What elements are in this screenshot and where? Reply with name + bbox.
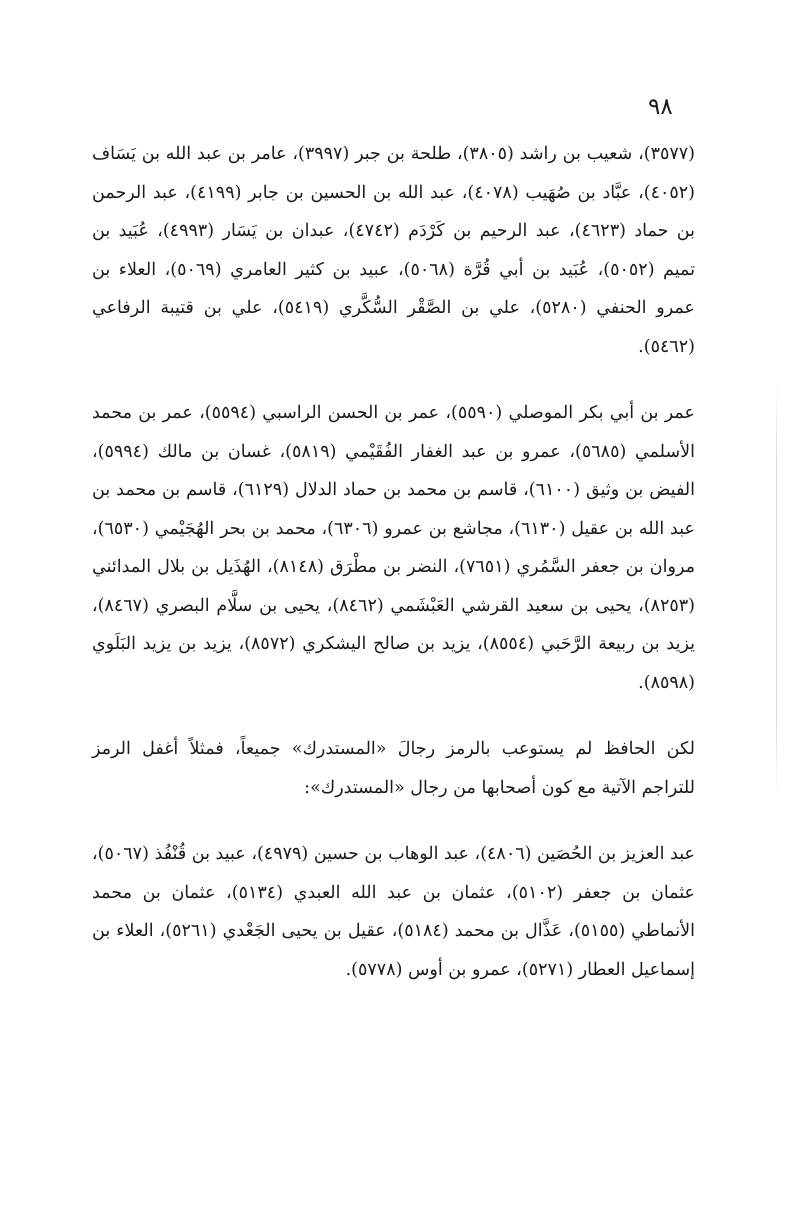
page-body	[92, 135, 695, 989]
scan-edge-line	[776, 380, 777, 800]
paragraph-note: لكن الحافظ لم يستوعب بالرمز رجالَ «المستدرك» جميعاً، فمثلاً أغفل الرمز للتراجم الآتية مع كون أصحابها من رجال «المستدرك»:	[92, 739, 695, 798]
paragraph-narrators-list-1: (٣٥٧٧)، شعيب بن راشد (٣٨٠٥)، طلحة بن جبر (٣٩٩٧)، عامر بن عبد الله بن يَسَاف (٤٠٥٢)، عبَّاد بن صُهَيب (٤٠٧٨)، عبد الله بن الحسين بن جابر (٤١٩٩)، عبد الرحمن بن حماد (٤٦٢٣)، عبد الرحيم بن كَرْدَم (٤٧٤٢)، عبدان بن يَسَار (٤٩٩٣)، عُبَيد بن تميم (٥٠٥٢)، عُبَيد بن أبي قُرَّة (٥٠٦٨)، عبيد بن كثير العامري (٥٠٦٩)، العلاء بن عمرو الحنفي (٥٢٨٠)، علي بن الصَّقْر السُّكَّري (٥٤١٩)، علي بن قتيبة الرفاعي (٥٤٦٢).	[92, 144, 696, 357]
page-number: ٩٨	[648, 94, 673, 120]
paragraph-omitted-list: عبد العزيز بن الحُصَين (٤٨٠٦)، عبد الوهاب بن حسين (٤٩٧٩)، عبيد بن قُنْفُذ (٥٠٦٧)، عثمان بن جعفر (٥١٠٢)، عثمان بن عبد الله العبدي (٥١٣٤)، عثمان بن محمد الأنماطي (٥١٥٥)، عَذَّال بن محمد (٥١٨٤)، عقيل بن يحيى الجَعْدي (٥٢٦١)، العلاء بن إسماعيل العطار (٥٢٧١)، عمرو بن أوس (٥٧٧٨).	[92, 844, 695, 980]
paragraph-narrators-list-2: عمر بن أبي بكر الموصلي (٥٥٩٠)، عمر بن الحسن الراسبي (٥٥٩٤)، عمر بن محمد الأسلمي (٥٦٨٥)، عمرو بن عبد الغفار الفُقَيْمي (٥٨١٩)، غسان بن مالك (٥٩٩٤)، الفيض بن وثيق (٦١٠٠)، قاسم بن محمد بن حماد الدلال (٦١٢٩)، قاسم بن محمد بن عبد الله بن عقيل (٦١٣٠)، مجاشع بن عمرو (٦٣٠٦)، محمد بن بحر الهُجَيْمي (٦٥٣٠)، مروان بن جعفر السَّمُري (٧٦٥١)، النضر بن مطْرَق (٨١٤٨)، الهُذَيل بن بلال المدائني (٨٢٥٣)، يحيى بن سعيد القرشي العَبْشَمي (٨٤٦٢)، يحيى بن سلَّام البصري (٨٤٦٧)، يزيد بن ربيعة الرَّحَبي (٨٥٥٤)، يزيد بن صالح اليشكري (٨٥٧٢)، يزيد بن يزيد البَلَوي (٨٥٩٨).	[92, 403, 696, 693]
